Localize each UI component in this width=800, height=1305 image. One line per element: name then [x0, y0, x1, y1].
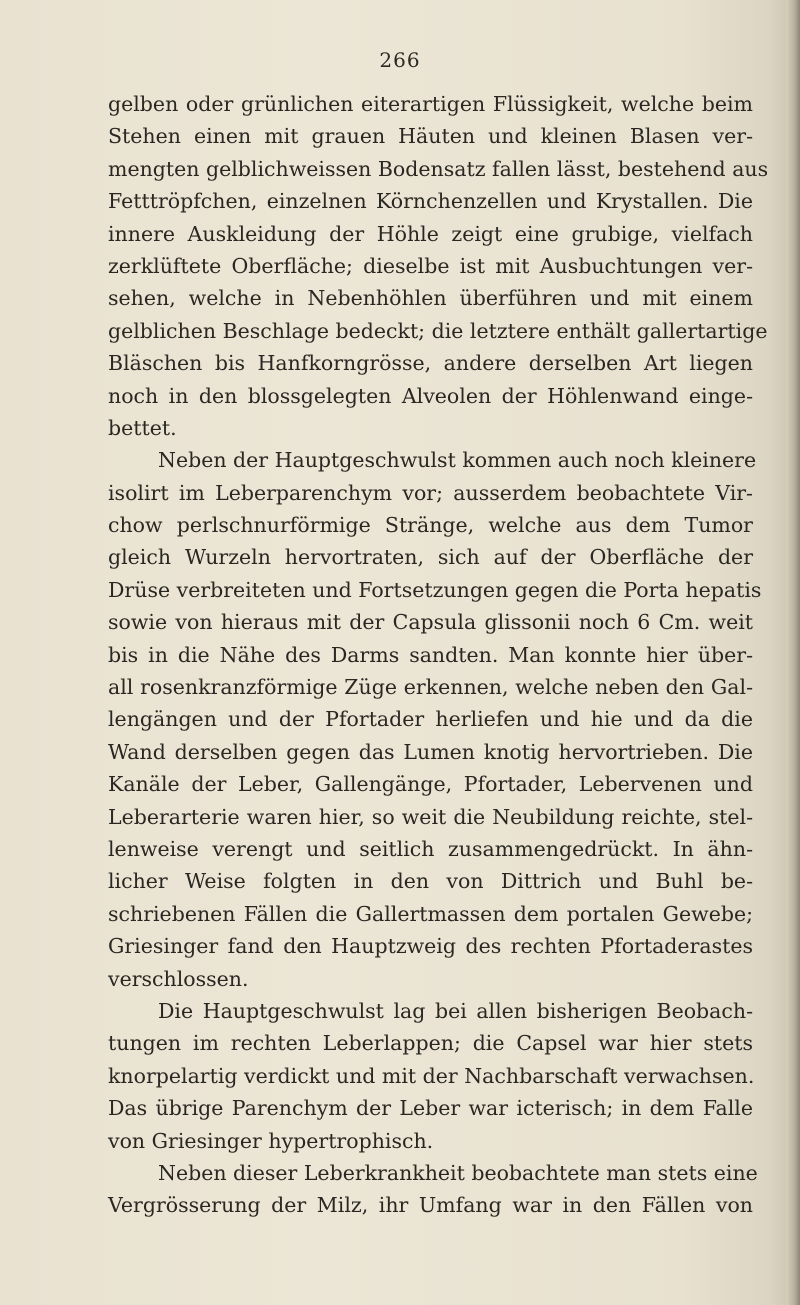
text-line: innere Auskleidung der Höhle zeigt eine grubige, vielfach [108, 221, 753, 246]
text-line: Fetttröpfchen, einzelnen Körnchenzellen und Krystallen. Die [108, 189, 753, 214]
text-line: sowie von hieraus mit der Capsula glissonii noch 6 Cm. weit [108, 610, 753, 635]
text-line: verschlossen. [108, 966, 249, 991]
text-line: chow perlschnurförmige Stränge, welche aus dem Tumor [108, 513, 753, 538]
text-line: Drüse verbreiteten und Fortsetzungen gegen die Porta hepatis [108, 577, 762, 602]
text-line: all rosenkranzförmige Züge erkennen, welche neben den Gal- [108, 675, 753, 700]
text-line: isolirt im Leberparenchym vor; ausserdem beobachtete Vir- [108, 480, 753, 505]
text-line: Bläschen bis Hanfkorngrösse, andere derselben Art liegen [108, 351, 753, 376]
text-line: knorpelartig verdickt und mit der Nachbarschaft verwachsen. [108, 1063, 755, 1088]
body-text [108, 88, 769, 1222]
text-line: von Griesinger hypertrophisch. [108, 1128, 434, 1153]
text-line: Neben dieser Leberkrankheit beobachtete man stets eine [158, 1160, 758, 1185]
text-line: Leberarterie waren hier, so weit die Neubildung reichte, stel- [108, 804, 753, 829]
text-line: Griesinger fand den Hauptzweig des rechten Pfortaderastes [108, 934, 753, 959]
text-line: tungen im rechten Leberlappen; die Capsel war hier stets [108, 1031, 753, 1056]
text-line: lengängen und der Pfortader herliefen und hie und da die [108, 707, 753, 732]
text-line: Das übrige Parenchym der Leber war icterisch; in dem Falle [108, 1096, 753, 1121]
text-line: schriebenen Fällen die Gallertmassen dem portalen Gewebe; [108, 901, 753, 926]
text-line: noch in den blossgelegten Alveolen der Höhlenwand einge- [108, 383, 753, 408]
text-line: gelben oder grünlichen eiterartigen Flüssigkeit, welche beim [108, 92, 753, 116]
text-line: sehen, welche in Nebenhöhlen überführen und mit einem [108, 286, 753, 311]
text-line: bis in die Nähe des Darms sandten. Man konnte hier über- [108, 642, 753, 667]
page-number: 266 [379, 48, 421, 72]
page-edge [786, 0, 800, 1305]
text-line: Die Hauptgeschwulst lag bei allen bisherigen Beobach- [158, 998, 753, 1023]
text-line: bettet. [108, 415, 177, 440]
text-line: Neben der Hauptgeschwulst kommen auch noch kleinere [158, 448, 757, 473]
text-line: mengten gelblichweissen Bodensatz fallen lässt, bestehend aus [108, 156, 769, 181]
text-line: gleich Wurzeln hervortraten, sich auf der Oberfläche der [108, 545, 753, 570]
text-line: lenweise verengt und seitlich zusammengedrückt. In ähn- [108, 836, 753, 861]
text-line: Stehen einen mit grauen Häuten und kleinen Blasen ver- [108, 124, 753, 149]
text-line: licher Weise folgten in den von Dittrich und Buhl be- [108, 869, 753, 894]
text-line: zerklüftete Oberfläche; dieselbe ist mit Ausbuchtungen ver- [108, 253, 753, 278]
text-line: Kanäle der Leber, Gallengänge, Pfortader, Lebervenen und [108, 772, 753, 797]
text-line: Wand derselben gegen das Lumen knotig hervortrieben. Die [108, 739, 753, 764]
text-line: Vergrösserung der Milz, ihr Umfang war in den Fällen von [108, 1193, 753, 1218]
text-line: gelblichen Beschlage bedeckt; die letztere enthält gallertartige [108, 318, 768, 343]
